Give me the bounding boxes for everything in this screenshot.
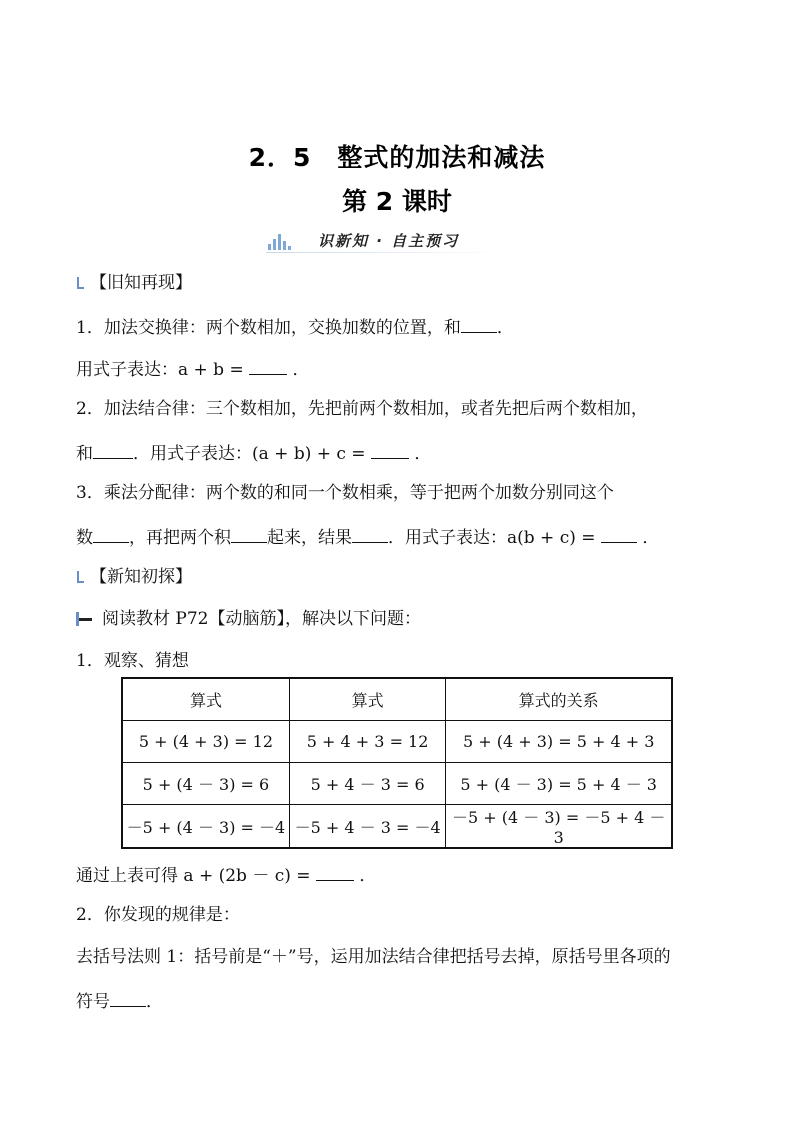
- answer-blank[interactable]: [93, 440, 133, 459]
- section-bullet-icon: [76, 276, 84, 290]
- answer-blank[interactable]: [601, 524, 637, 543]
- table-header-cell: 算式的关系: [446, 678, 672, 721]
- answer-blank[interactable]: [461, 314, 497, 333]
- review-item-1: 1．加法交换律：两个数相加，交换加数的位置，和 ．: [76, 314, 514, 339]
- review-item-2: 2．加法结合律：三个数相加，先把前两个数相加，或者先把后两个数相加，: [76, 399, 648, 419]
- table-conclusion: 通过上表可得 a + (2b － c) = ．: [76, 862, 376, 887]
- lesson-subtitle: 第 2 课时: [342, 187, 452, 216]
- table-header-cell: 算式: [289, 678, 445, 721]
- question-1: 1．观察、猜想: [76, 651, 189, 671]
- answer-blank[interactable]: [93, 524, 129, 543]
- table-cell: 5 + (4 － 3) = 6: [122, 763, 289, 805]
- table-header-cell: 算式: [122, 678, 289, 721]
- review-item-1-formula: 用式子表达：a + b = ．: [76, 356, 310, 381]
- table-header-row: [122, 678, 672, 721]
- bar-chart-icon: [266, 234, 306, 250]
- lesson-title: 2．5 整式的加法和减法: [248, 143, 546, 172]
- banner-divider: [266, 252, 506, 253]
- table-row: [122, 721, 672, 763]
- explore-heading: 【新知初探】: [76, 566, 192, 588]
- table-cell: 5 + (4 － 3) = 5 + 4 － 3: [446, 763, 672, 805]
- review-item-2-formula: 和 ．用式子表达：(a + b) + c = ．: [76, 440, 431, 465]
- section-banner: [266, 228, 506, 254]
- reading-instruction: 阅读教材 P72【动脑筋】，解决以下问题：: [76, 608, 421, 630]
- answer-blank[interactable]: [316, 862, 354, 881]
- answer-blank[interactable]: [371, 440, 409, 459]
- section-bullet-icon: [76, 570, 84, 584]
- answer-blank[interactable]: [249, 356, 287, 375]
- answer-blank[interactable]: [231, 524, 267, 543]
- table-row: [122, 763, 672, 805]
- table-cell: －5 + 4 － 3 = －4: [289, 805, 445, 849]
- table-cell: 5 + (4 + 3) = 5 + 4 + 3: [446, 721, 672, 763]
- observation-table: [121, 677, 673, 849]
- answer-blank[interactable]: [110, 988, 146, 1007]
- table-cell: －5 + (4 － 3) = －5 + 4 － 3: [446, 805, 672, 849]
- table-row: [122, 805, 672, 849]
- review-heading: 【旧知再现】: [76, 272, 192, 294]
- review-item-3: 3．乘法分配律：两个数的和同一个数相乘，等于把两个加数分别同这个: [76, 483, 614, 503]
- table-cell: 5 + 4 － 3 = 6: [289, 763, 445, 805]
- bracket-rule-1: 去括号法则 1：括号前是“＋”号，运用加法结合律把括号去掉，原括号里各项的: [76, 947, 671, 967]
- table-cell: 5 + (4 + 3) = 12: [122, 721, 289, 763]
- table-cell: －5 + (4 － 3) = －4: [122, 805, 289, 849]
- bracket-rule-1-end: 符号 ．: [76, 988, 163, 1013]
- review-item-3-formula: 数 ，再把两个积 起来，结果 ．用式子表达：a(b + c) = ．: [76, 524, 659, 549]
- answer-blank[interactable]: [352, 524, 388, 543]
- table-cell: 5 + 4 + 3 = 12: [289, 721, 445, 763]
- reading-icon: [76, 612, 94, 626]
- banner-text: 识新知 · 自主预习: [318, 232, 460, 250]
- question-2: 2．你发现的规律是：: [76, 905, 240, 925]
